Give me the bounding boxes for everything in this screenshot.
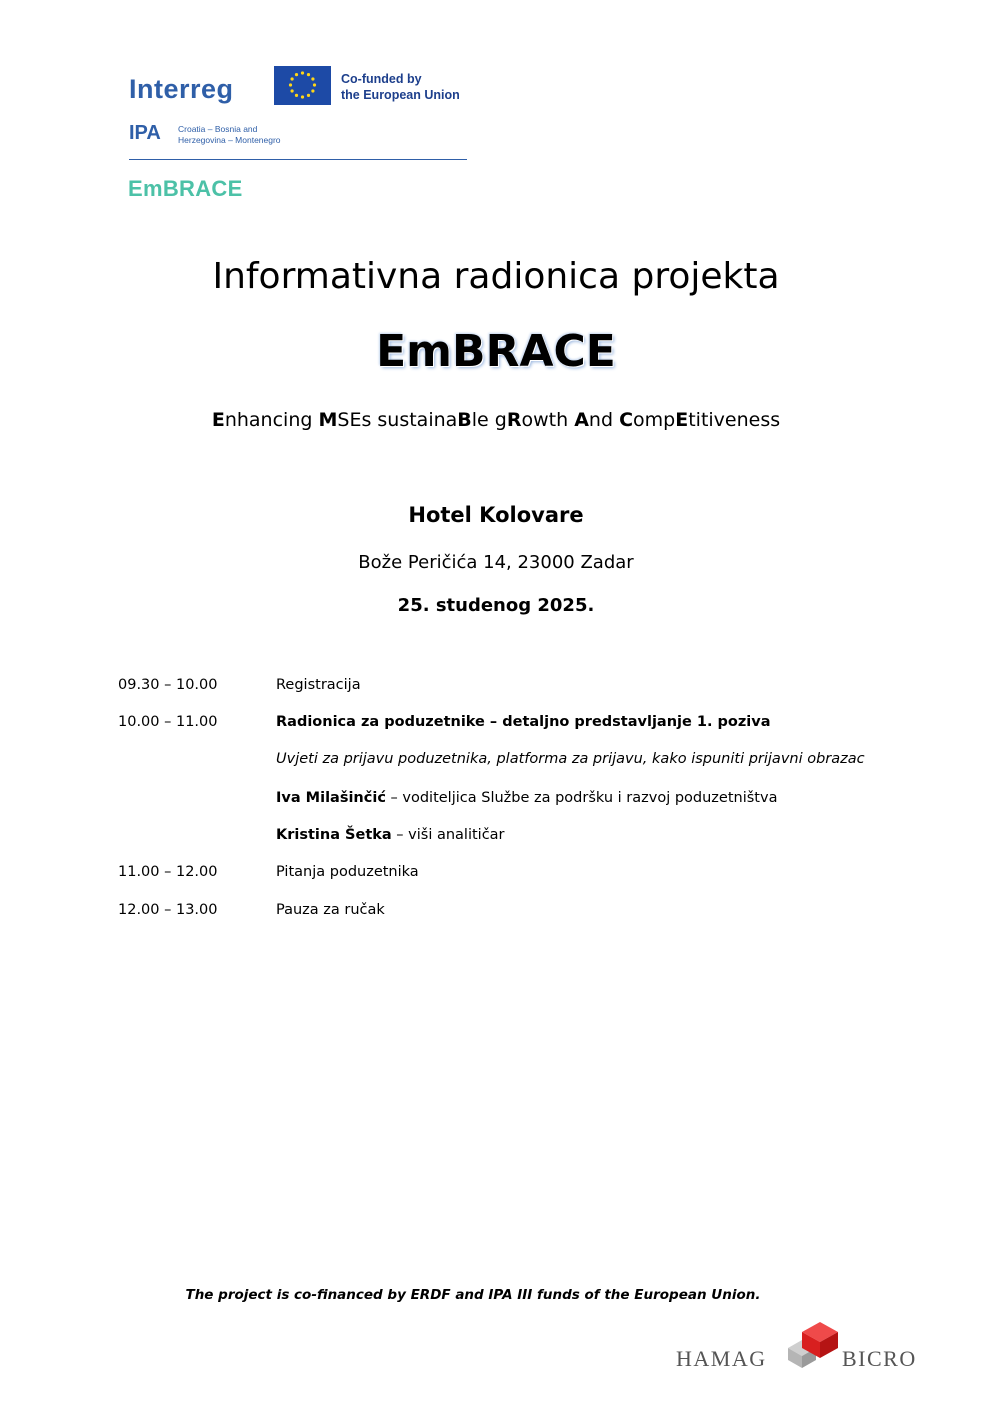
subtitle-part: A [574,409,589,431]
funding-note: The project is co-financed by ERDF and IPA III funds of the European Union. [185,1287,761,1303]
subtitle-part: nd [588,409,620,431]
subtitle-part: M [318,409,338,431]
subtitle-part: owth [521,409,575,431]
cofunded-label [341,71,460,103]
subtitle-part: B [457,409,472,431]
agenda-text: Radionica za poduzetnike – detaljno predstavljanje 1. poziva [276,714,771,730]
project-name: EmBRACE [376,326,616,377]
agenda-description [276,714,771,730]
ipa-region-line-2: Herzegovina – Montenegro [178,135,281,145]
hamag-cube-icon [780,1320,840,1372]
agenda-text: Pauza za ručak [276,902,385,918]
agenda-text: – viši analitičar [391,827,505,843]
agenda-text: Uvjeti za prijavu poduzetnika, platforma za prijavu, kako ispuniti prijavni obrazac [276,751,865,767]
subtitle-part: SEs sustaina [337,409,458,431]
interreg-logo-text: Interreg [129,74,234,104]
agenda-time: 10.00 – 11.00 [118,714,218,730]
subtitle-part: nhancing [224,409,319,431]
agenda-description [276,677,361,693]
bicro-logo-text: BICRO [842,1346,917,1371]
ipa-region-label [178,124,281,146]
hamag-bicro-logo [676,1320,936,1380]
logo-divider [129,159,467,160]
agenda-text: Pitanja poduzetnika [276,864,419,880]
agenda-text: – voditeljica Službe za podršku i razvoj poduzetništva [385,790,778,806]
hamag-logo-text: HAMAG [676,1346,767,1371]
eu-flag-icon [274,66,331,105]
agenda-text: Kristina Šetka [276,827,392,843]
subtitle-part: C [619,409,634,431]
agenda-time: 12.00 – 13.00 [118,902,218,918]
cofunded-line-1: Co-funded by [341,72,422,86]
subtitle-part: R [506,409,522,431]
embrace-logo-text: EmBRACE [128,176,243,201]
venue-address: Bože Peričića 14, 23000 Zadar [358,552,634,573]
venue-name: Hotel Kolovare [408,503,584,527]
agenda-description [276,864,419,880]
subtitle-part: le g [471,409,507,431]
agenda-description [276,827,505,843]
agenda-text: Iva Milašinčić [276,790,386,806]
cofunded-line-2: the European Union [341,88,460,102]
ipa-logo-text: IPA [129,122,161,144]
subtitle-part: titiveness [688,409,781,431]
page-title: Informativna radionica projekta [212,256,780,297]
agenda-description [276,751,865,767]
event-date: 25. studenog 2025. [397,595,595,616]
agenda-time: 09.30 – 10.00 [118,677,218,693]
interreg-logo-block [120,58,476,208]
project-subtitle [0,409,992,431]
agenda-time: 11.00 – 12.00 [118,864,218,880]
subtitle-part: E [675,409,689,431]
ipa-region-line-1: Croatia – Bosnia and [178,124,258,134]
agenda-text: Registracija [276,677,361,693]
agenda-description [276,902,385,918]
subtitle-part: omp [633,409,676,431]
agenda-description [276,790,777,806]
subtitle-part: E [211,409,225,431]
